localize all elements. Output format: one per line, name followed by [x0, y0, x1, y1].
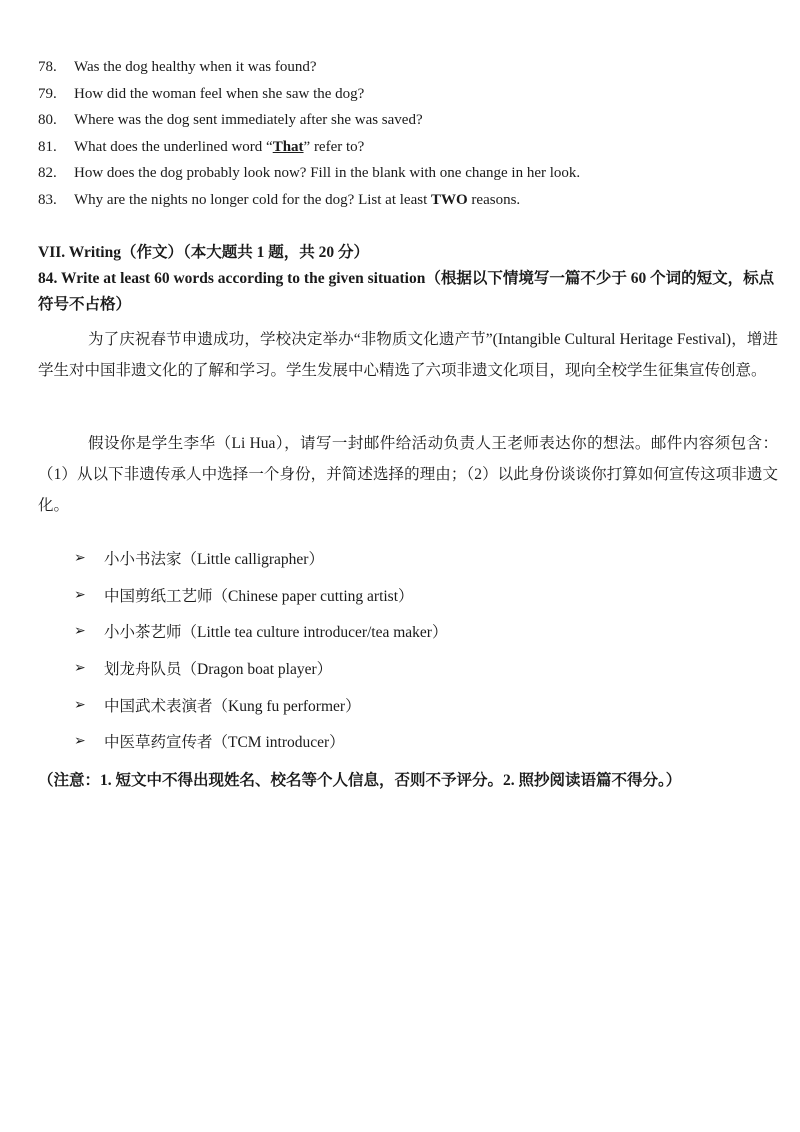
question-81 — [38, 134, 778, 161]
question-number: 81. — [38, 138, 57, 155]
section-title: VII. Writing（作文）（本大题共 1 题，共 20 分） — [38, 244, 369, 261]
question-list — [38, 54, 778, 214]
option-item — [74, 577, 674, 614]
option-label: 小小茶艺师（Little tea culture introducer/tea maker） — [104, 624, 448, 642]
arrowhead-bullet-icon: ➢ — [74, 586, 86, 603]
option-label: 划龙舟队员（Dragon boat player） — [104, 661, 333, 679]
requirement-paragraph: 假设你是学生李华（Li Hua），请写一封邮件给活动负责人王老师表达你的想法。邮件内容须包含：（1）从以下非遗传承人中选择一个身份，并简述选择的理由；（2）以此身份谈谈你打算如何宣传这项非遗文化。 — [38, 435, 778, 514]
question-79 — [38, 81, 778, 108]
option-item — [74, 613, 674, 650]
question-number: 80. — [38, 112, 57, 129]
option-label: 小小书法家（Little calligrapher） — [104, 551, 324, 569]
question-number: 83. — [38, 191, 57, 208]
option-item — [74, 650, 674, 687]
question-number: 78. — [38, 59, 57, 75]
question-text-after: reasons. — [467, 191, 521, 208]
question-78 — [38, 54, 778, 81]
question-number: 82. — [38, 165, 57, 182]
question-80 — [38, 107, 778, 134]
question-text: Where was the dog sent immediately after she was saved? — [74, 112, 423, 129]
question-text — [74, 134, 364, 161]
option-label: 中医草药宣传者（TCM introducer） — [104, 734, 345, 752]
question-text-before: What does the underlined word “ — [74, 138, 273, 155]
option-label: 中国武术表演者（Kung fu performer） — [104, 697, 361, 715]
question-text: How does the dog probably look now? Fill in the blank with one change in her look. — [74, 165, 581, 182]
question-text: Was the dog healthy when it was found? — [74, 59, 317, 75]
question-82 — [38, 160, 778, 187]
situation-paragraph: 为了庆祝春节申遗成功，学校决定举办“非物质文化遗产节”(Intangible Cultural Heritage Festival)，增进学生对中国非遗文化的了解和学习。学生发展中心精选了六项非遗文化项目，现向全校学生征集宣传创意。 — [38, 331, 778, 379]
question-text — [74, 187, 520, 214]
arrowhead-bullet-icon: ➢ — [74, 623, 86, 640]
arrowhead-bullet-icon: ➢ — [74, 696, 86, 713]
question-text: How did the woman feel when she saw the dog? — [74, 85, 365, 102]
question-text-after: ” refer to? — [303, 138, 365, 155]
option-item — [74, 686, 674, 723]
question-text-before: Why are the nights no longer cold for the dog? List at least — [74, 191, 431, 208]
question-83 — [38, 187, 778, 214]
note-text: （注意：1. 短文中不得出现姓名、校名等个人信息，否则不予评分。2. 照抄阅读语篇不得分。） — [38, 772, 682, 789]
arrowhead-bullet-icon: ➢ — [74, 660, 86, 677]
underlined-word: That — [272, 138, 304, 155]
emphasized-word: TWO — [430, 191, 468, 208]
task-title: 84. Write at least 60 words according to the given situation（根据以下情境写一篇不少于 60 个词的短文，标点符号不占格） — [38, 270, 775, 313]
option-item — [74, 723, 674, 760]
arrowhead-bullet-icon: ➢ — [74, 733, 86, 750]
option-label: 中国剪纸工艺师（Chinese paper cutting artist） — [104, 587, 414, 605]
option-list — [74, 540, 674, 760]
arrowhead-bullet-icon: ➢ — [74, 550, 86, 567]
question-number: 79. — [38, 85, 57, 102]
option-item — [74, 540, 674, 577]
